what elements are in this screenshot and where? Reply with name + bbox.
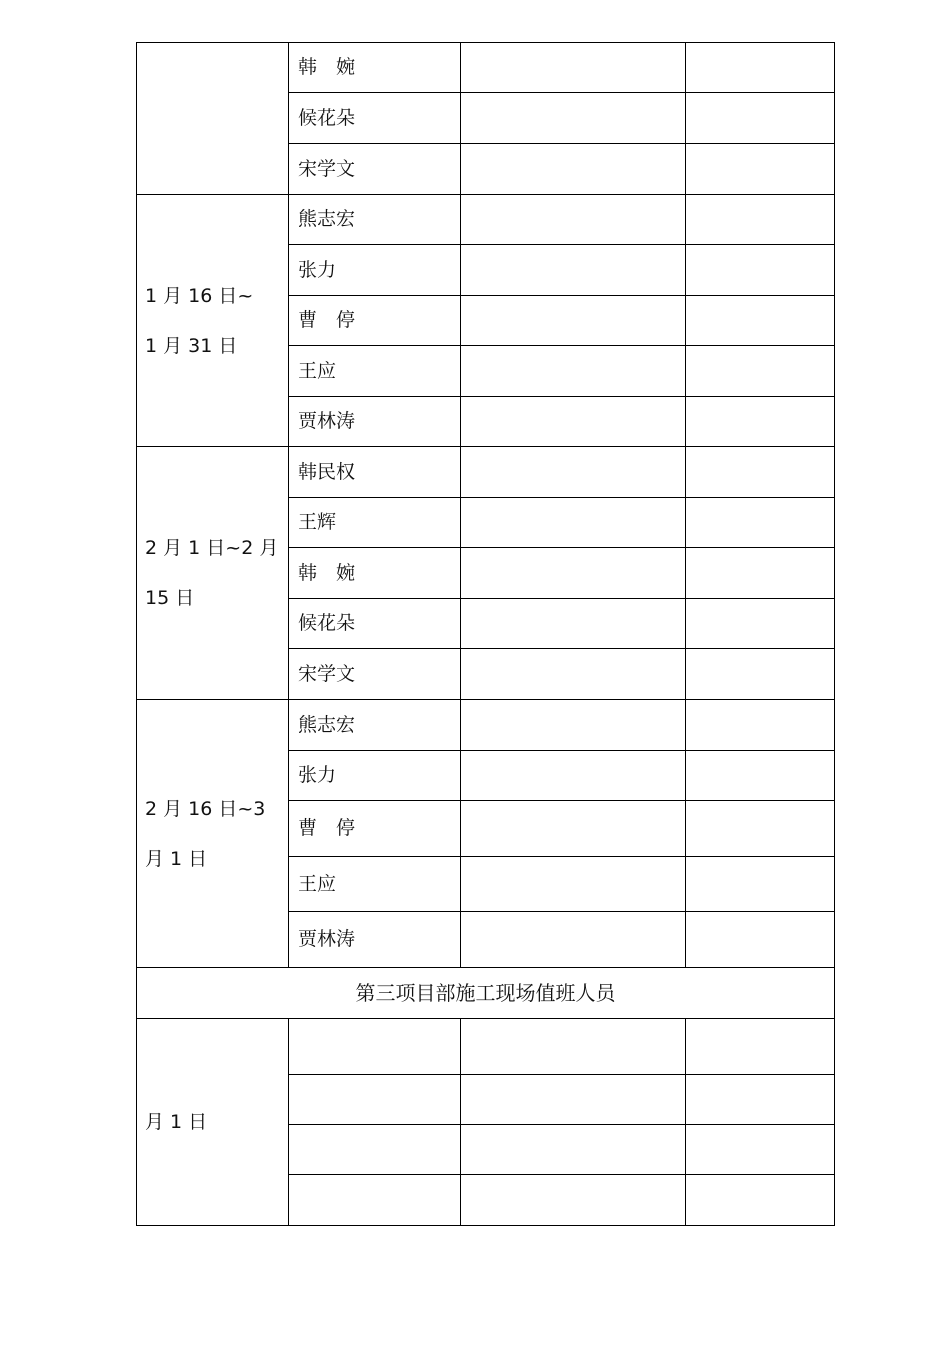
duty-roster-table	[136, 42, 835, 1226]
blank-cell	[289, 1019, 461, 1075]
blank-cell	[461, 346, 686, 397]
person-name-cell: 熊志宏	[289, 195, 461, 245]
blank-cell	[461, 912, 686, 968]
date-range-cell	[137, 1019, 289, 1226]
person-name-cell: 王应	[289, 857, 461, 912]
date-line: 1 月 16 日~	[145, 284, 254, 307]
date-range-cell	[137, 700, 289, 968]
person-name-cell: 韩民权	[289, 447, 461, 498]
blank-cell	[461, 43, 686, 93]
blank-cell	[686, 296, 835, 346]
blank-cell	[686, 912, 835, 968]
table-row	[137, 195, 835, 245]
table-row	[137, 1019, 835, 1075]
blank-cell	[289, 1175, 461, 1226]
blank-cell	[289, 1125, 461, 1175]
blank-cell	[461, 857, 686, 912]
roster-body	[137, 43, 835, 1226]
person-name-cell: 候花朵	[289, 93, 461, 144]
person-name-cell: 王辉	[289, 498, 461, 548]
blank-cell	[461, 1019, 686, 1075]
date-range-cell	[137, 43, 289, 195]
blank-cell	[686, 93, 835, 144]
blank-cell	[686, 144, 835, 195]
blank-cell	[686, 801, 835, 857]
date-range-cell	[137, 447, 289, 700]
blank-cell	[686, 195, 835, 245]
blank-cell	[461, 548, 686, 599]
blank-cell	[461, 93, 686, 144]
date-range-cell	[137, 195, 289, 447]
blank-cell	[461, 599, 686, 649]
blank-cell	[686, 857, 835, 912]
date-line: 2 月 1 日~2 月	[145, 537, 279, 559]
blank-cell	[686, 751, 835, 801]
person-name-cell: 曹 停	[289, 296, 461, 346]
blank-cell	[686, 1075, 835, 1125]
person-name-cell: 张力	[289, 751, 461, 801]
person-name-cell: 宋学文	[289, 649, 461, 700]
blank-cell	[686, 599, 835, 649]
blank-cell	[461, 144, 686, 195]
blank-cell	[461, 447, 686, 498]
blank-cell	[461, 649, 686, 700]
date-line: 月 1 日	[145, 847, 208, 870]
blank-cell	[686, 447, 835, 498]
blank-cell	[461, 751, 686, 801]
table-row	[137, 447, 835, 498]
blank-cell	[686, 1125, 835, 1175]
section-title-row	[137, 968, 835, 1019]
blank-cell	[686, 1175, 835, 1226]
blank-cell	[686, 498, 835, 548]
blank-cell	[461, 801, 686, 857]
blank-cell	[686, 548, 835, 599]
blank-cell	[461, 245, 686, 296]
person-name-cell: 曹 停	[289, 801, 461, 857]
blank-cell	[686, 700, 835, 751]
blank-cell	[686, 649, 835, 700]
person-name-cell: 韩 婉	[289, 43, 461, 93]
blank-cell	[686, 346, 835, 397]
table-row	[137, 700, 835, 751]
date-line: 2 月 16 日~3	[145, 797, 266, 820]
person-name-cell: 贾林涛	[289, 397, 461, 447]
person-name-cell: 贾林涛	[289, 912, 461, 968]
person-name-cell: 张力	[289, 245, 461, 296]
blank-cell	[461, 195, 686, 245]
section-title: 第三项目部施工现场值班人员	[137, 968, 835, 1019]
person-name-cell: 韩 婉	[289, 548, 461, 599]
blank-cell	[461, 397, 686, 447]
person-name-cell: 王应	[289, 346, 461, 397]
blank-cell	[461, 1175, 686, 1226]
blank-cell	[686, 397, 835, 447]
blank-cell	[289, 1075, 461, 1125]
blank-cell	[461, 1125, 686, 1175]
date-line: 月 1 日	[145, 1111, 208, 1133]
person-name-cell: 候花朵	[289, 599, 461, 649]
blank-cell	[686, 245, 835, 296]
date-line: 1 月 31 日	[145, 334, 238, 357]
blank-cell	[461, 498, 686, 548]
person-name-cell: 熊志宏	[289, 700, 461, 751]
blank-cell	[686, 1019, 835, 1075]
blank-cell	[461, 700, 686, 751]
date-line: 15 日	[145, 587, 195, 609]
blank-cell	[461, 1075, 686, 1125]
table-row	[137, 43, 835, 93]
blank-cell	[461, 296, 686, 346]
person-name-cell: 宋学文	[289, 144, 461, 195]
blank-cell	[686, 43, 835, 93]
